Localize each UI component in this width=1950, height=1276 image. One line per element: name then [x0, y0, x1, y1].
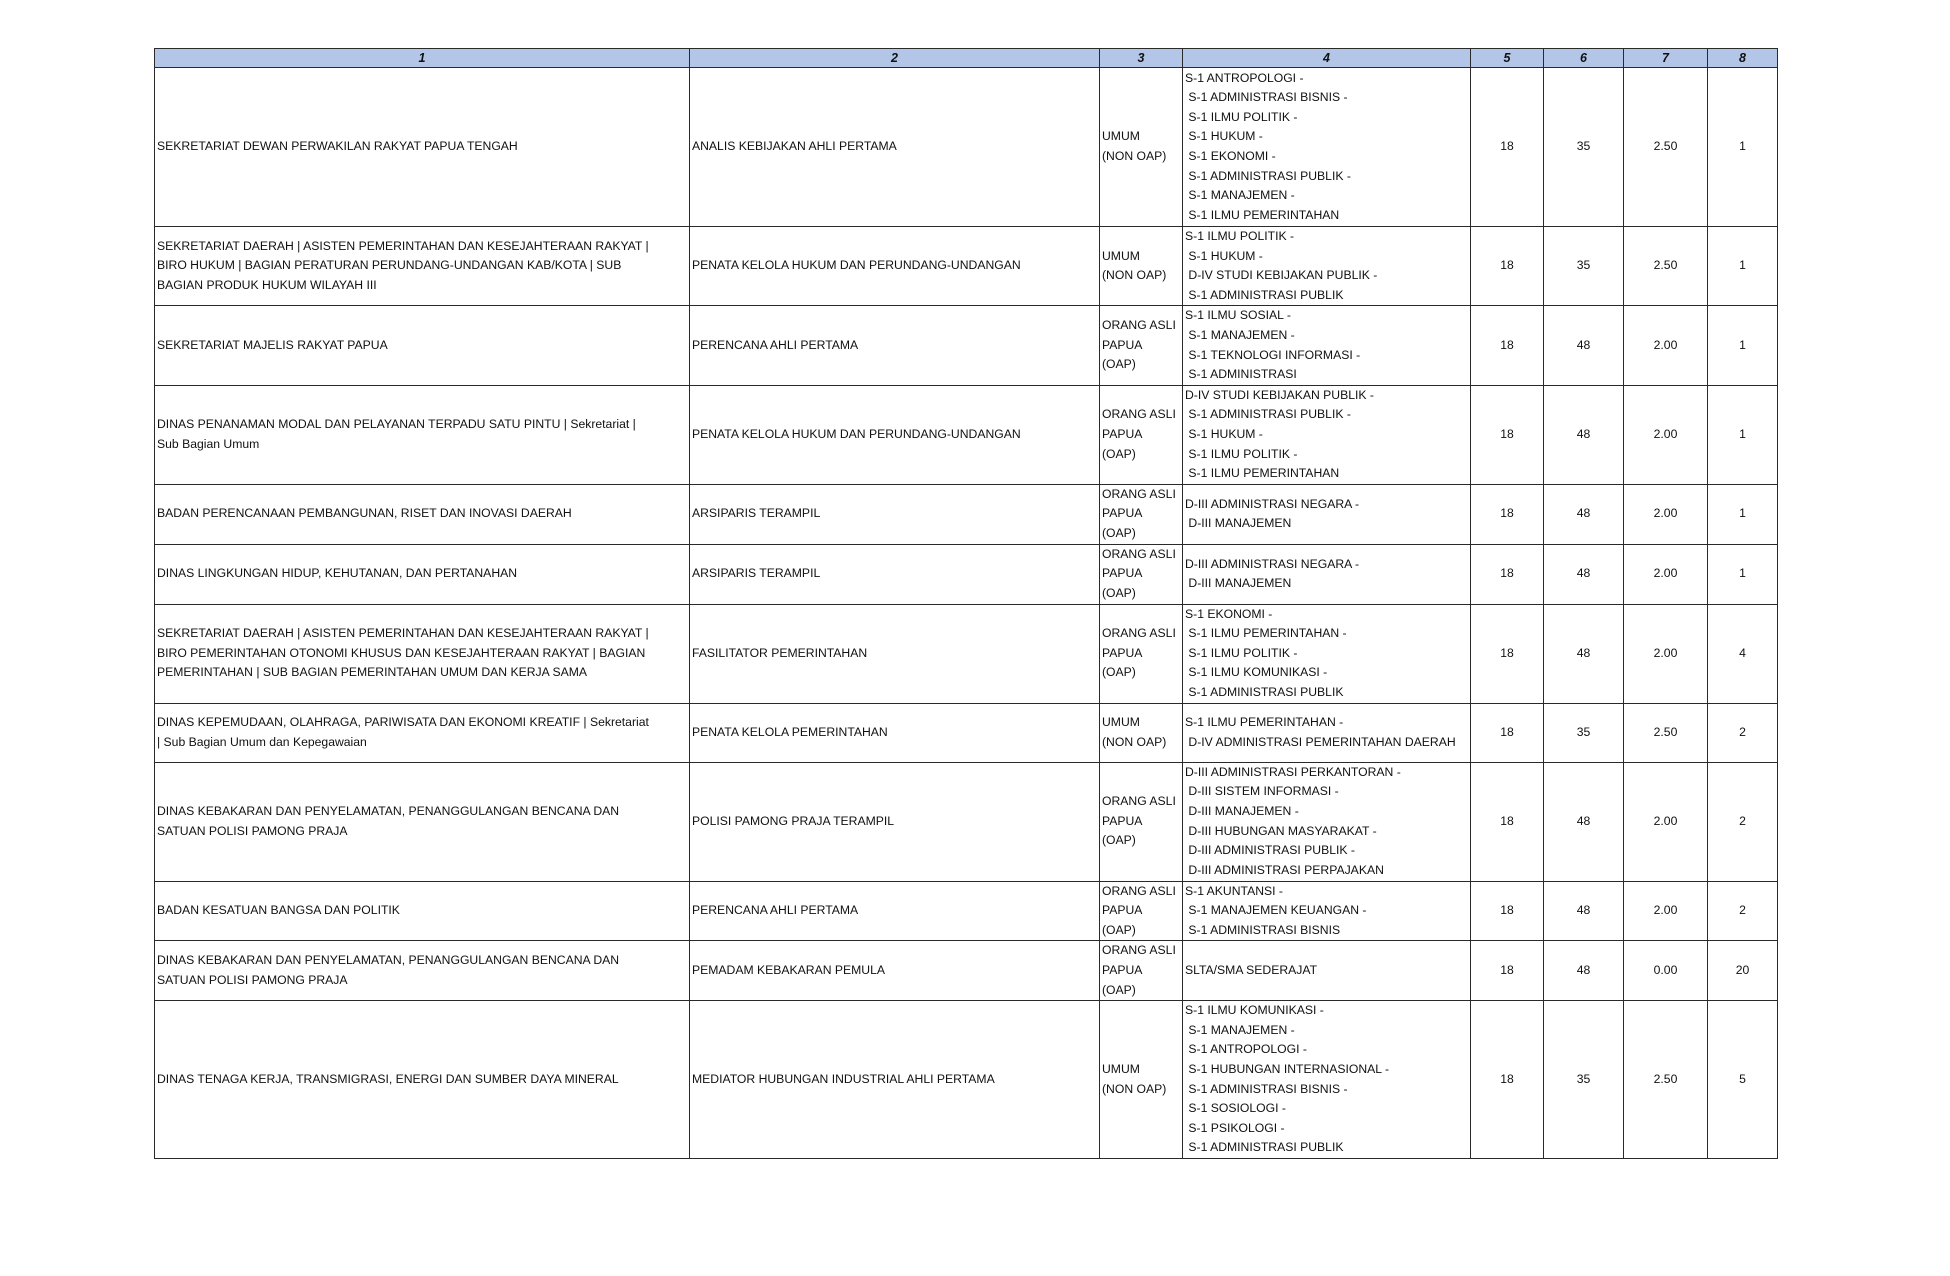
education-line: S-1 ANTROPOLOGI -: [1185, 70, 1304, 85]
table-row: [155, 544, 1778, 604]
cell-c8: 1: [1708, 484, 1778, 544]
cell-c8: 1: [1708, 68, 1778, 227]
education-line: D-III ADMINISTRASI PERKANTORAN -: [1185, 764, 1401, 779]
cell-c5: 18: [1471, 227, 1544, 306]
education-line: S-1 HUKUM -: [1185, 248, 1263, 263]
cell-c8: 20: [1708, 941, 1778, 1001]
category-line: PAPUA: [1102, 506, 1143, 521]
education-line: D-III MANAJEMEN -: [1185, 803, 1299, 818]
table-row: [155, 227, 1778, 306]
education-line: S-1 ILMU KOMUNIKASI -: [1185, 665, 1328, 680]
cell-unit: [155, 385, 690, 484]
category-line: PAPUA: [1102, 426, 1143, 441]
cell-category: [1100, 604, 1183, 703]
column-header-2: 2: [690, 49, 1100, 68]
education-line: SLTA/SMA SEDERAJAT: [1185, 962, 1318, 977]
cell-c6: 48: [1544, 881, 1624, 941]
cell-unit: [155, 484, 690, 544]
education-line: D-III MANAJEMEN: [1185, 516, 1292, 531]
category-line: (NON OAP): [1102, 1081, 1167, 1096]
cell-c5: 18: [1471, 306, 1544, 385]
category-line: PAPUA: [1102, 645, 1143, 660]
unit-line: DINAS KEBAKARAN DAN PENYELAMATAN, PENANGGULANGAN BENCANA DAN: [157, 953, 620, 968]
cell-c6: 48: [1544, 385, 1624, 484]
cell-education: [1183, 604, 1471, 703]
education-line: S-1 MANAJEMEN -: [1185, 327, 1295, 342]
education-line: S-1 ADMINISTRASI PUBLIK -: [1185, 407, 1351, 422]
cell-c6: 35: [1544, 1001, 1624, 1159]
cell-c6: 48: [1544, 544, 1624, 604]
education-line: S-1 MANAJEMEN -: [1185, 188, 1295, 203]
table-row: [155, 604, 1778, 703]
category-line: ORANG ASLI: [1102, 486, 1176, 501]
table-row: [155, 881, 1778, 941]
education-line: D-IV STUDI KEBIJAKAN PUBLIK -: [1185, 268, 1378, 283]
cell-unit: [155, 306, 690, 385]
education-line: D-III MANAJEMEN: [1185, 576, 1292, 591]
cell-c7: 2.00: [1624, 762, 1708, 881]
cell-unit: [155, 604, 690, 703]
unit-line: DINAS KEBAKARAN DAN PENYELAMATAN, PENANGGULANGAN BENCANA DAN: [157, 803, 620, 818]
unit-line: | Sub Bagian Umum dan Kepegawaian: [157, 734, 367, 749]
cell-c5: 18: [1471, 484, 1544, 544]
education-line: S-1 ILMU PEMERINTAHAN: [1185, 466, 1340, 481]
category-line: PAPUA: [1102, 813, 1143, 828]
cell-position: PERENCANA AHLI PERTAMA: [690, 881, 1100, 941]
formation-table: [154, 48, 1778, 1159]
category-line: ORANG ASLI: [1102, 943, 1176, 958]
cell-c7: 2.00: [1624, 306, 1708, 385]
unit-line: BAGIAN PRODUK HUKUM WILAYAH III: [157, 277, 377, 292]
cell-c5: 18: [1471, 604, 1544, 703]
cell-position: ARSIPARIS TERAMPIL: [690, 544, 1100, 604]
education-line: S-1 ILMU POLITIK -: [1185, 229, 1295, 243]
cell-c7: 2.50: [1624, 703, 1708, 762]
category-line: ORANG ASLI: [1102, 883, 1176, 898]
cell-education: [1183, 762, 1471, 881]
unit-line: BIRO HUKUM | BAGIAN PERATURAN PERUNDANG-UNDANGAN KAB/KOTA | SUB: [157, 258, 622, 273]
cell-unit: [155, 68, 690, 227]
cell-position: PENATA KELOLA PEMERINTAHAN: [690, 703, 1100, 762]
column-header-3: 3: [1100, 49, 1183, 68]
category-line: UMUM: [1102, 129, 1140, 144]
education-line: D-IV STUDI KEBIJAKAN PUBLIK -: [1185, 387, 1374, 402]
category-line: ORANG ASLI: [1102, 318, 1176, 333]
unit-line: SEKRETARIAT MAJELIS RAKYAT PAPUA: [157, 337, 388, 352]
cell-c6: 48: [1544, 306, 1624, 385]
table-header-row: [155, 49, 1778, 68]
category-line: (OAP): [1102, 833, 1136, 848]
category-line: (NON OAP): [1102, 734, 1167, 749]
cell-position: MEDIATOR HUBUNGAN INDUSTRIAL AHLI PERTAMA: [690, 1001, 1100, 1159]
cell-education: [1183, 941, 1471, 1001]
unit-line: DINAS TENAGA KERJA, TRANSMIGRASI, ENERGI DAN SUMBER DAYA MINERAL: [157, 1071, 619, 1086]
education-line: S-1 ADMINISTRASI BISNIS -: [1185, 90, 1348, 105]
education-line: S-1 ADMINISTRASI: [1185, 367, 1297, 382]
category-line: (OAP): [1102, 357, 1136, 372]
cell-position: ARSIPARIS TERAMPIL: [690, 484, 1100, 544]
education-line: S-1 ADMINISTRASI PUBLIK -: [1185, 168, 1351, 183]
unit-line: DINAS KEPEMUDAAN, OLAHRAGA, PARIWISATA DAN EKONOMI KREATIF | Sekretariat: [157, 714, 649, 729]
table-row: [155, 703, 1778, 762]
cell-c8: 1: [1708, 544, 1778, 604]
education-line: D-IV ADMINISTRASI PEMERINTAHAN DAERAH: [1185, 734, 1456, 749]
cell-c7: 2.50: [1624, 227, 1708, 306]
cell-unit: [155, 544, 690, 604]
category-line: UMUM: [1102, 1062, 1140, 1076]
cell-c6: 48: [1544, 484, 1624, 544]
column-header-8: 8: [1708, 49, 1778, 68]
category-line: ORANG ASLI: [1102, 407, 1176, 422]
education-line: S-1 ADMINISTRASI PUBLIK: [1185, 684, 1344, 699]
cell-c7: 2.50: [1624, 68, 1708, 227]
cell-c5: 18: [1471, 881, 1544, 941]
unit-line: DINAS LINGKUNGAN HIDUP, KEHUTANAN, DAN PERTANAHAN: [157, 566, 518, 581]
column-header-6: 6: [1544, 49, 1624, 68]
education-line: S-1 ADMINISTRASI BISNIS: [1185, 922, 1341, 937]
education-line: S-1 HUKUM -: [1185, 426, 1263, 441]
education-line: D-III ADMINISTRASI PERPAJAKAN: [1185, 862, 1384, 877]
cell-category: [1100, 385, 1183, 484]
cell-c5: 18: [1471, 941, 1544, 1001]
cell-position: PENATA KELOLA HUKUM DAN PERUNDANG-UNDANGAN: [690, 385, 1100, 484]
category-line: PAPUA: [1102, 962, 1143, 977]
cell-c8: 2: [1708, 762, 1778, 881]
cell-category: [1100, 703, 1183, 762]
education-line: S-1 MANAJEMEN KEUANGAN -: [1185, 903, 1367, 918]
cell-c7: 2.00: [1624, 604, 1708, 703]
category-line: (OAP): [1102, 665, 1136, 680]
education-line: S-1 PSIKOLOGI -: [1185, 1120, 1285, 1135]
category-line: PAPUA: [1102, 566, 1143, 581]
cell-education: [1183, 385, 1471, 484]
category-line: UMUM: [1102, 714, 1140, 729]
column-header-7: 7: [1624, 49, 1708, 68]
cell-unit: [155, 881, 690, 941]
category-line: (NON OAP): [1102, 268, 1167, 283]
education-line: S-1 ADMINISTRASI PUBLIK: [1185, 1140, 1344, 1155]
table-row: [155, 385, 1778, 484]
cell-c6: 35: [1544, 68, 1624, 227]
cell-c7: 2.00: [1624, 385, 1708, 484]
category-line: (NON OAP): [1102, 149, 1167, 163]
cell-unit: [155, 1001, 690, 1159]
cell-education: [1183, 227, 1471, 306]
column-header-1: 1: [155, 49, 690, 68]
cell-education: [1183, 544, 1471, 604]
cell-category: [1100, 544, 1183, 604]
education-line: S-1 SOSIOLOGI -: [1185, 1101, 1286, 1116]
unit-line: BADAN PERENCANAAN PEMBANGUNAN, RISET DAN INOVASI DAERAH: [157, 506, 572, 521]
category-line: PAPUA: [1102, 337, 1143, 352]
cell-unit: [155, 762, 690, 881]
cell-c8: 4: [1708, 604, 1778, 703]
cell-c5: 18: [1471, 544, 1544, 604]
cell-c6: 35: [1544, 227, 1624, 306]
education-line: S-1 ILMU KOMUNIKASI -: [1185, 1003, 1324, 1018]
education-line: D-III ADMINISTRASI NEGARA -: [1185, 496, 1360, 511]
cell-education: [1183, 68, 1471, 227]
cell-education: [1183, 881, 1471, 941]
cell-unit: [155, 703, 690, 762]
cell-position: PENATA KELOLA HUKUM DAN PERUNDANG-UNDANGAN: [690, 227, 1100, 306]
cell-c8: 2: [1708, 703, 1778, 762]
cell-c6: 48: [1544, 941, 1624, 1001]
education-line: S-1 MANAJEMEN -: [1185, 1022, 1295, 1037]
education-line: S-1 HUKUM -: [1185, 129, 1263, 144]
category-line: ORANG ASLI: [1102, 546, 1176, 561]
education-line: S-1 AKUNTANSI -: [1185, 883, 1283, 898]
cell-c5: 18: [1471, 1001, 1544, 1159]
cell-c6: 48: [1544, 762, 1624, 881]
unit-line: Sub Bagian Umum: [157, 436, 260, 451]
unit-line: SATUAN POLISI PAMONG PRAJA: [157, 823, 348, 838]
cell-education: [1183, 484, 1471, 544]
education-line: D-III ADMINISTRASI PUBLIK -: [1185, 843, 1355, 858]
cell-category: [1100, 306, 1183, 385]
cell-c8: 1: [1708, 306, 1778, 385]
cell-education: [1183, 1001, 1471, 1159]
cell-education: [1183, 306, 1471, 385]
cell-education: [1183, 703, 1471, 762]
unit-line: SEKRETARIAT DAERAH | ASISTEN PEMERINTAHAN DAN KESEJAHTERAAN RAKYAT |: [157, 238, 649, 253]
education-line: S-1 ILMU POLITIK -: [1185, 645, 1298, 660]
cell-c5: 18: [1471, 703, 1544, 762]
table-body: [155, 68, 1778, 1159]
category-line: (OAP): [1102, 585, 1136, 600]
category-line: (OAP): [1102, 526, 1136, 541]
category-line: ORANG ASLI: [1102, 626, 1176, 641]
education-line: S-1 EKONOMI -: [1185, 606, 1273, 621]
education-line: S-1 ILMU PEMERINTAHAN -: [1185, 714, 1344, 729]
cell-category: [1100, 881, 1183, 941]
table-row: [155, 941, 1778, 1001]
unit-line: SEKRETARIAT DEWAN PERWAKILAN RAKYAT PAPUA TENGAH: [157, 139, 518, 154]
cell-position: POLISI PAMONG PRAJA TERAMPIL: [690, 762, 1100, 881]
unit-line: PEMERINTAHAN | SUB BAGIAN PEMERINTAHAN UMUM DAN KERJA SAMA: [157, 665, 588, 680]
category-line: (OAP): [1102, 982, 1136, 997]
cell-c8: 1: [1708, 227, 1778, 306]
education-line: S-1 ANTROPOLOGI -: [1185, 1042, 1307, 1057]
education-line: S-1 HUBUNGAN INTERNASIONAL -: [1185, 1062, 1390, 1076]
cell-category: [1100, 1001, 1183, 1159]
cell-category: [1100, 762, 1183, 881]
cell-category: [1100, 227, 1183, 306]
cell-c7: 2.50: [1624, 1001, 1708, 1159]
cell-c5: 18: [1471, 385, 1544, 484]
cell-c8: 1: [1708, 385, 1778, 484]
education-line: S-1 ILMU POLITIK -: [1185, 109, 1298, 124]
unit-line: BADAN KESATUAN BANGSA DAN POLITIK: [157, 903, 400, 918]
column-header-4: 4: [1183, 49, 1471, 68]
cell-unit: [155, 227, 690, 306]
education-line: S-1 ADMINISTRASI BISNIS -: [1185, 1081, 1348, 1096]
education-line: D-III ADMINISTRASI NEGARA -: [1185, 556, 1360, 571]
cell-category: [1100, 941, 1183, 1001]
education-line: S-1 ILMU POLITIK -: [1185, 446, 1298, 461]
cell-category: [1100, 484, 1183, 544]
cell-c8: 2: [1708, 881, 1778, 941]
education-line: S-1 TEKNOLOGI INFORMASI -: [1185, 347, 1361, 362]
education-line: S-1 ILMU PEMERINTAHAN -: [1185, 626, 1347, 641]
unit-line: BIRO PEMERINTAHAN OTONOMI KHUSUS DAN KESEJAHTERAAN RAKYAT | BAGIAN: [157, 645, 646, 660]
cell-c7: 2.00: [1624, 881, 1708, 941]
document-page: [154, 48, 1777, 1159]
cell-c7: 0.00: [1624, 941, 1708, 1001]
education-line: S-1 ILMU PEMERINTAHAN: [1185, 207, 1340, 222]
cell-position: PERENCANA AHLI PERTAMA: [690, 306, 1100, 385]
unit-line: DINAS PENANAMAN MODAL DAN PELAYANAN TERPADU SATU PINTU | Sekretariat |: [157, 417, 636, 432]
cell-c6: 35: [1544, 703, 1624, 762]
cell-unit: [155, 941, 690, 1001]
table-row: [155, 1001, 1778, 1159]
education-line: S-1 ADMINISTRASI PUBLIK: [1185, 287, 1344, 302]
table-row: [155, 306, 1778, 385]
unit-line: SEKRETARIAT DAERAH | ASISTEN PEMERINTAHAN DAN KESEJAHTERAAN RAKYAT |: [157, 626, 649, 641]
cell-c6: 48: [1544, 604, 1624, 703]
category-line: ORANG ASLI: [1102, 794, 1176, 809]
table-row: [155, 762, 1778, 881]
category-line: PAPUA: [1102, 903, 1143, 918]
cell-c7: 2.00: [1624, 484, 1708, 544]
category-line: (OAP): [1102, 922, 1136, 937]
table-row: [155, 484, 1778, 544]
cell-c5: 18: [1471, 762, 1544, 881]
education-line: S-1 ILMU SOSIAL -: [1185, 308, 1291, 323]
education-line: D-III SISTEM INFORMASI -: [1185, 784, 1339, 799]
cell-position: ANALIS KEBIJAKAN AHLI PERTAMA: [690, 68, 1100, 227]
cell-c7: 2.00: [1624, 544, 1708, 604]
table-row: [155, 68, 1778, 227]
cell-position: FASILITATOR PEMERINTAHAN: [690, 604, 1100, 703]
column-header-5: 5: [1471, 49, 1544, 68]
category-line: (OAP): [1102, 446, 1136, 461]
cell-c5: 18: [1471, 68, 1544, 227]
education-line: D-III HUBUNGAN MASYARAKAT -: [1185, 823, 1377, 838]
category-line: UMUM: [1102, 248, 1140, 263]
cell-position: PEMADAM KEBAKARAN PEMULA: [690, 941, 1100, 1001]
education-line: S-1 EKONOMI -: [1185, 149, 1276, 163]
unit-line: SATUAN POLISI PAMONG PRAJA: [157, 972, 348, 987]
cell-category: [1100, 68, 1183, 227]
cell-c8: 5: [1708, 1001, 1778, 1159]
